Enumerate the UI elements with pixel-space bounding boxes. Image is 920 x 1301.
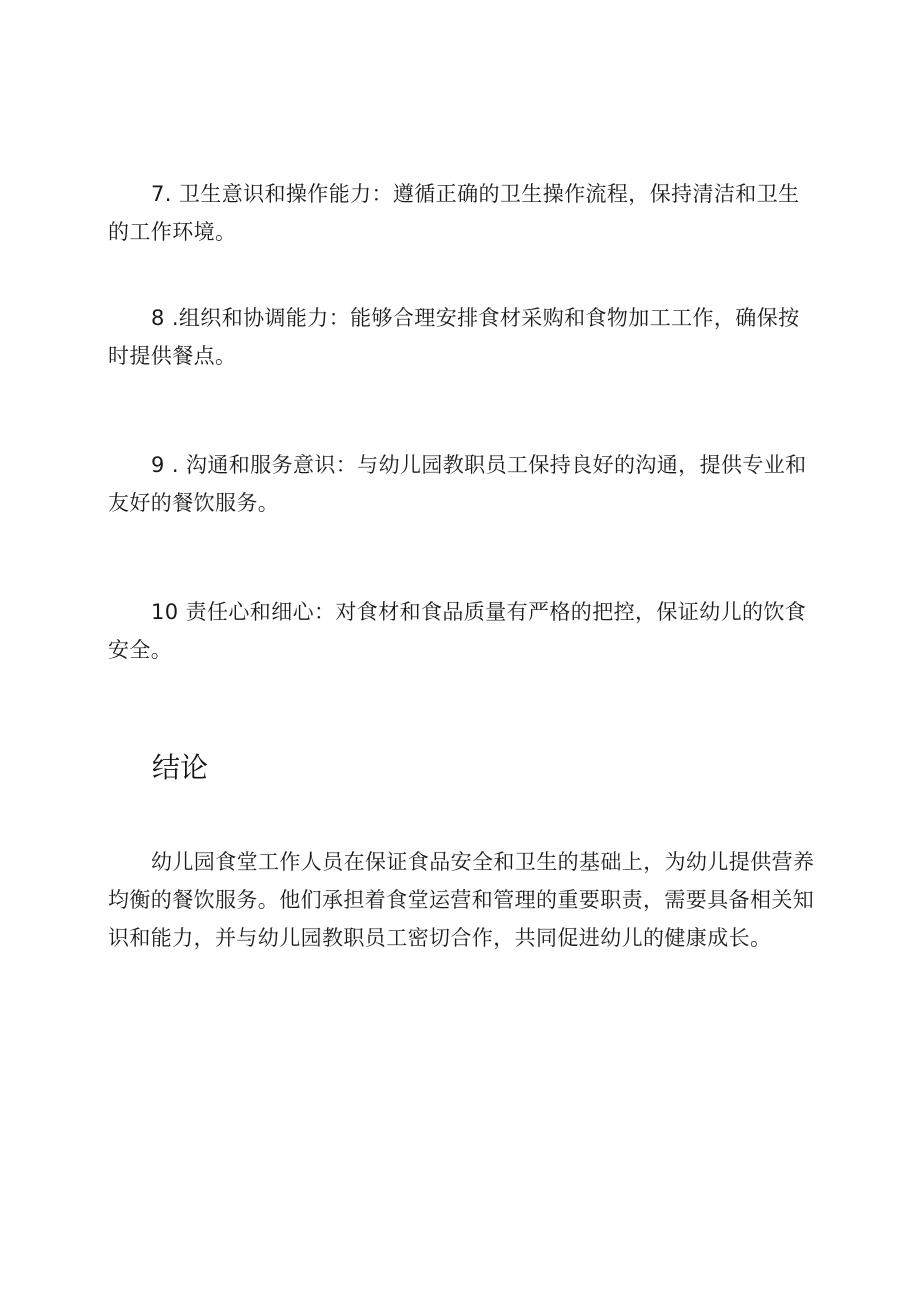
list-item-7: 7. 卫生意识和操作能力：遵循正确的卫生操作流程，保持清洁和卫生的工作环境。 [108,182,800,244]
list-item-8: 8 .组织和协调能力：能够合理安排食材采购和食物加工工作，确保按时提供餐点。 [108,306,800,368]
conclusion-heading: 结论 [152,751,209,784]
list-item-9: 9 . 沟通和服务意识：与幼儿园教职员工保持良好的沟通，提供专业和友好的餐饮服务。 [108,453,807,515]
conclusion-paragraph: 幼儿园食堂工作人员在保证食品安全和卫生的基础上，为幼儿提供营养均衡的餐饮服务。他们承担着食堂运营和管理的重要职责，需要具备相关知识和能力，并与幼儿园教职员工密切合作，共同促进幼儿的健康成长。 [108,850,815,950]
list-item-10: 10 责任心和细心：对食材和食品质量有严格的把控，保证幼儿的饮食安全。 [108,600,807,662]
